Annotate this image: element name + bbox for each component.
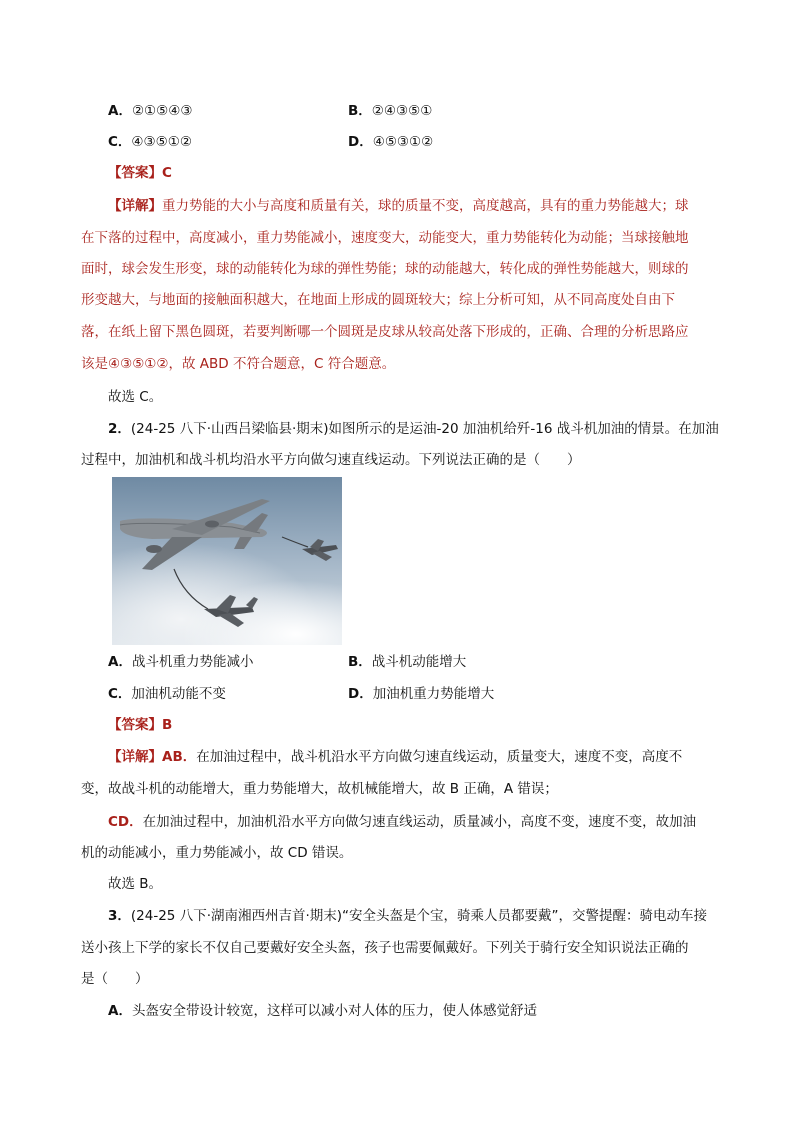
option-letter: D．	[348, 134, 373, 150]
question-number: 3．	[108, 908, 131, 924]
q2-detail-ab-line-2: 变，故战斗机的动能增大，重力势能增大，故机械能增大，故 B 正确，A 错误；	[81, 781, 558, 797]
q3-stem-line-2: 送小孩上下学的家长不仅自己要戴好安全头盔，孩子也需要佩戴好。下列关于骑行安全知识说法正确的	[81, 940, 689, 956]
q2-option-d	[348, 684, 494, 704]
option-text: 加油机动能不变	[131, 686, 226, 702]
option-text: ④⑤③①②	[372, 134, 434, 150]
option-letter: C．	[108, 686, 132, 702]
option-letter: B．	[348, 654, 372, 670]
q2-answer	[108, 715, 172, 735]
question-source: (24-25 八下·湖南湘西州吉首·期末)	[130, 908, 343, 924]
answer-tag: 【答案】	[108, 717, 162, 733]
q3-option-a	[108, 1001, 537, 1021]
detail-text: 重力势能的大小与高度和质量有关，球的质量不变，高度越高，具有的重力势能越大；球	[162, 198, 689, 214]
refueling-photo	[112, 477, 342, 645]
q2-option-b	[348, 652, 466, 672]
detail-label-cd: CD．	[108, 814, 143, 830]
q1-detail-line-5: 落，在纸上留下黑色圆斑，若要判断哪一个圆斑是皮球从较高处落下形成的，正确、合理的分析思路应	[81, 324, 689, 340]
question-source: (24-25 八下·山西吕梁临县·期末)	[130, 421, 329, 437]
q1-option-d	[348, 132, 433, 152]
option-letter: A．	[108, 103, 132, 119]
option-text: 头盔安全带设计较宽，这样可以减小对人体的压力，使人体感觉舒适	[131, 1003, 537, 1019]
answer-value: B	[162, 717, 173, 733]
q1-answer	[108, 163, 172, 183]
option-letter: C．	[108, 134, 132, 150]
q1-detail-line-4: 形变越大，与地面的接触面积越大，在地面上形成的圆斑较大；综上分析可知，从不同高度处自由下	[81, 292, 675, 308]
option-text: ④③⑤①②	[131, 134, 192, 150]
q1-detail-line-6: 该是④③⑤①②，故 ABD 不符合题意，C 符合题意。	[81, 356, 396, 372]
detail-tag: 【详解】	[108, 749, 162, 765]
q1-option-c	[108, 132, 192, 152]
option-letter: A．	[108, 1003, 132, 1019]
detail-text: 在加油过程中，战斗机沿水平方向做匀速直线运动，质量变大，速度不变，高度不	[196, 749, 683, 765]
question-text: 如图所示的是运油-20 加油机给歼-16 战斗机加油的情景。在加油	[328, 421, 719, 437]
option-letter: A．	[108, 654, 132, 670]
option-text: 加油机重力势能增大	[372, 686, 495, 702]
q3-stem-line-1	[108, 906, 707, 926]
option-text: ②④③⑤①	[371, 103, 433, 119]
detail-label-ab: AB．	[162, 749, 197, 765]
q1-detail-line-3: 面时，球会发生形变，球的动能转化为球的弹性势能；球的动能越大，转化成的弹性势能越大，则球的	[81, 261, 689, 277]
q1-option-b	[348, 101, 432, 121]
q2-conclusion: 故选 B。	[108, 876, 163, 892]
q2-detail-ab-line-1	[108, 747, 682, 767]
q2-detail-cd-line-1	[108, 812, 696, 832]
q1-detail-line-1	[108, 196, 689, 216]
q2-option-c	[108, 684, 226, 704]
q2-option-a	[108, 652, 253, 672]
option-letter: B．	[348, 103, 372, 119]
q1-option-a	[108, 101, 192, 121]
q2-detail-cd-line-2: 机的动能减小，重力势能减小，故 CD 错误。	[81, 845, 353, 861]
q1-conclusion: 故选 C。	[108, 389, 163, 405]
option-letter: D．	[348, 686, 373, 702]
option-text: 战斗机动能增大	[371, 654, 467, 670]
question-text: “安全头盔是个宝，骑乘人员都要戴”，交警提醒：骑电动车接	[342, 908, 708, 924]
answer-value: C	[162, 165, 172, 181]
answer-tag: 【答案】	[108, 165, 162, 181]
option-text: 战斗机重力势能减小	[131, 654, 254, 670]
detail-text: 在加油过程中，加油机沿水平方向做匀速直线运动，质量减小，高度不变，速度不变，故加油	[142, 814, 697, 830]
q3-stem-line-3: 是（ ）	[81, 971, 149, 987]
question-number: 2．	[108, 421, 131, 437]
q2-stem-line-1	[108, 419, 719, 439]
option-text: ②①⑤④③	[131, 103, 193, 119]
q2-stem-line-2: 过程中，加油机和战斗机均沿水平方向做匀速直线运动。下列说法正确的是（ ）	[81, 452, 581, 468]
q1-detail-line-2: 在下落的过程中，高度减小，重力势能减小，速度变大，动能变大，重力势能转化为动能；当球接触地	[81, 230, 689, 246]
detail-tag: 【详解】	[108, 198, 162, 214]
